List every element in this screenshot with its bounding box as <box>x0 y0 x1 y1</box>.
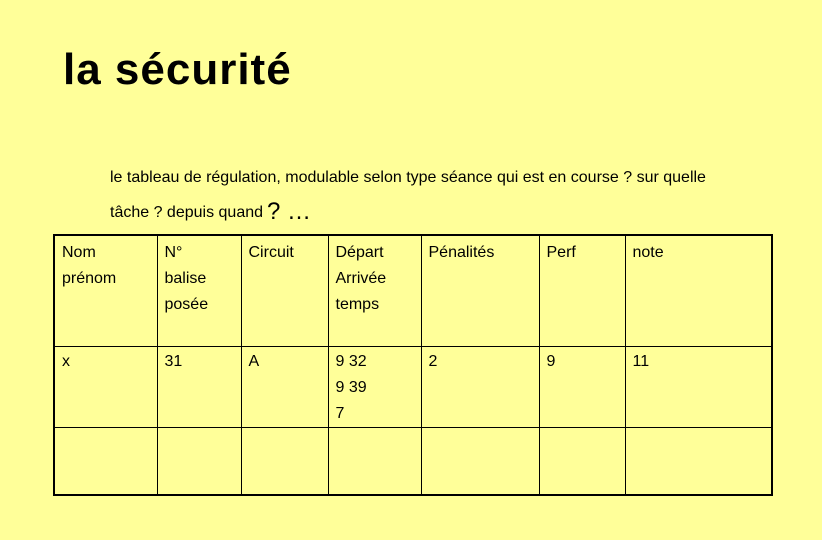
question-ellipsis: ? … <box>267 198 312 225</box>
header-circuit: Circuit <box>241 235 328 347</box>
cell-penalites: 2 <box>421 347 539 428</box>
cell-empty <box>328 428 421 496</box>
cell-nom: x <box>54 347 157 428</box>
page-title: la sécurité <box>63 45 292 94</box>
regulation-table <box>53 234 773 496</box>
cell-circuit: A <box>241 347 328 428</box>
cell-empty <box>157 428 241 496</box>
intro-line-1: le tableau de régulation, modulable selon type séance qui est en course ? sur quelle <box>110 169 706 186</box>
header-penalites: Pénalités <box>421 235 539 347</box>
cell-perf: 9 <box>539 347 625 428</box>
header-note: note <box>625 235 772 347</box>
cell-empty <box>241 428 328 496</box>
cell-balise: 31 <box>157 347 241 428</box>
cell-depart-arrivee: 9 32 9 39 7 <box>328 347 421 428</box>
header-perf: Perf <box>539 235 625 347</box>
table-row <box>54 428 772 496</box>
header-nom-prenom: Nom prénom <box>54 235 157 347</box>
table-row <box>54 347 772 428</box>
header-depart-arrivee: Départ Arrivée temps <box>328 235 421 347</box>
header-balise: N° balise posée <box>157 235 241 347</box>
table-header-row <box>54 235 772 347</box>
cell-empty <box>54 428 157 496</box>
cell-empty <box>421 428 539 496</box>
cell-empty <box>625 428 772 496</box>
intro-line-2 <box>110 200 311 224</box>
intro-line-2-text: tâche ? depuis quand <box>110 204 264 221</box>
cell-note: 11 <box>625 347 772 428</box>
cell-empty <box>539 428 625 496</box>
